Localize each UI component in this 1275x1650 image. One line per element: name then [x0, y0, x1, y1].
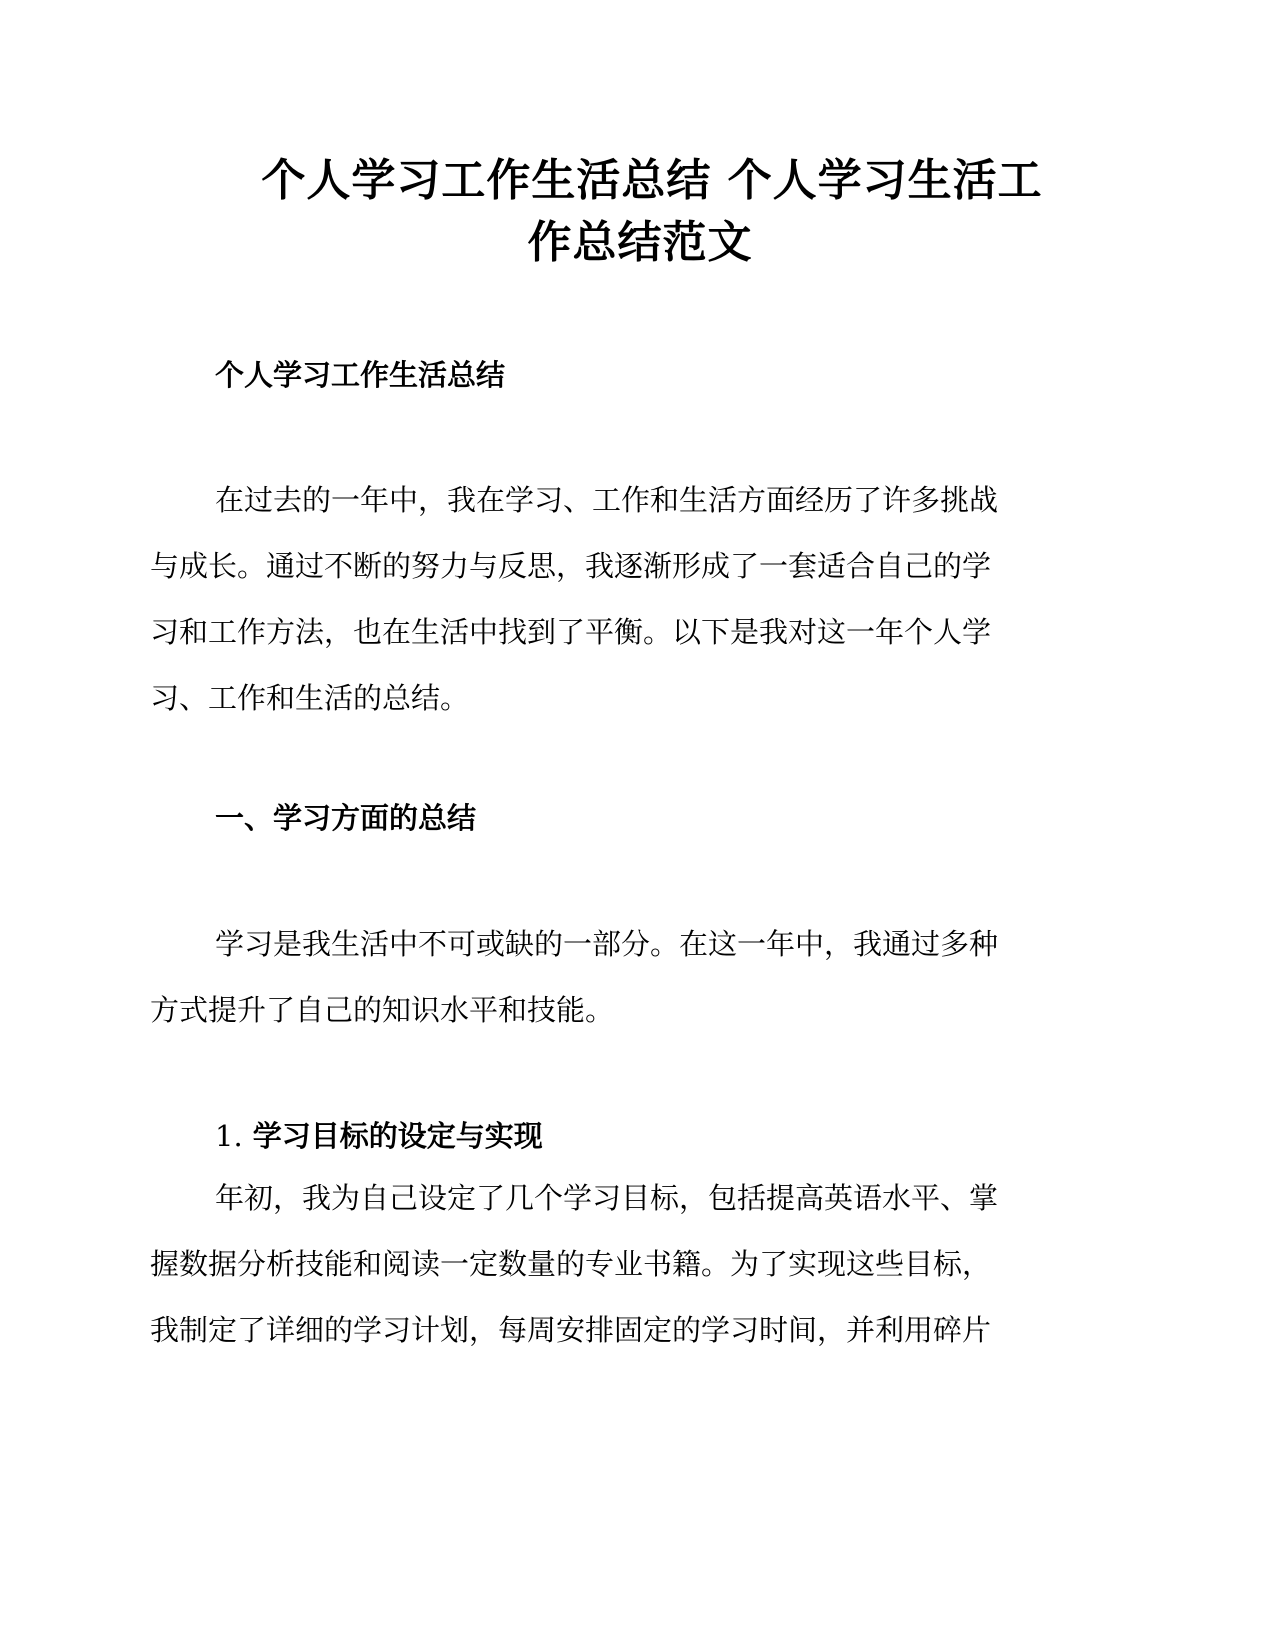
document-title-line-2: 作总结范文 — [527, 217, 753, 268]
document-title-line-1: 个人学习工作生活总结 个人学习生活工 — [261, 155, 1043, 206]
paragraph-line: 习和工作方法，也在生活中找到了平衡。以下是我对这一年个人学 — [150, 615, 992, 649]
paragraph-line: 年初，我为自己设定了几个学习目标，包括提高英语水平、掌 — [215, 1181, 999, 1215]
document-title — [150, 150, 1130, 274]
subsection-heading-goals — [215, 1116, 543, 1156]
section-heading-study: 一、学习方面的总结 — [215, 801, 477, 835]
subsection-number: 1. — [215, 1119, 243, 1153]
paragraph-line: 习、工作和生活的总结。 — [150, 681, 470, 715]
section-study-paragraph — [150, 911, 1125, 1043]
paragraph-line: 握数据分析技能和阅读一定数量的专业书籍。为了实现这些目标， — [150, 1247, 992, 1281]
paragraph-line: 学习是我生活中不可或缺的一部分。在这一年中，我通过多种 — [215, 927, 999, 961]
subsection-heading-text: 学习目标的设定与实现 — [252, 1119, 543, 1153]
paragraph-line: 方式提升了自己的知识水平和技能。 — [150, 993, 615, 1027]
intro-paragraph — [150, 467, 1125, 731]
subsection-goals-paragraph — [150, 1165, 1125, 1363]
document-subtitle: 个人学习工作生活总结 — [215, 358, 506, 392]
paragraph-line: 在过去的一年中，我在学习、工作和生活方面经历了许多挑战 — [215, 483, 999, 517]
paragraph-line: 与成长。通过不断的努力与反思，我逐渐形成了一套适合自己的学 — [150, 549, 992, 583]
paragraph-line: 我制定了详细的学习计划，每周安排固定的学习时间，并利用碎片 — [150, 1313, 992, 1347]
